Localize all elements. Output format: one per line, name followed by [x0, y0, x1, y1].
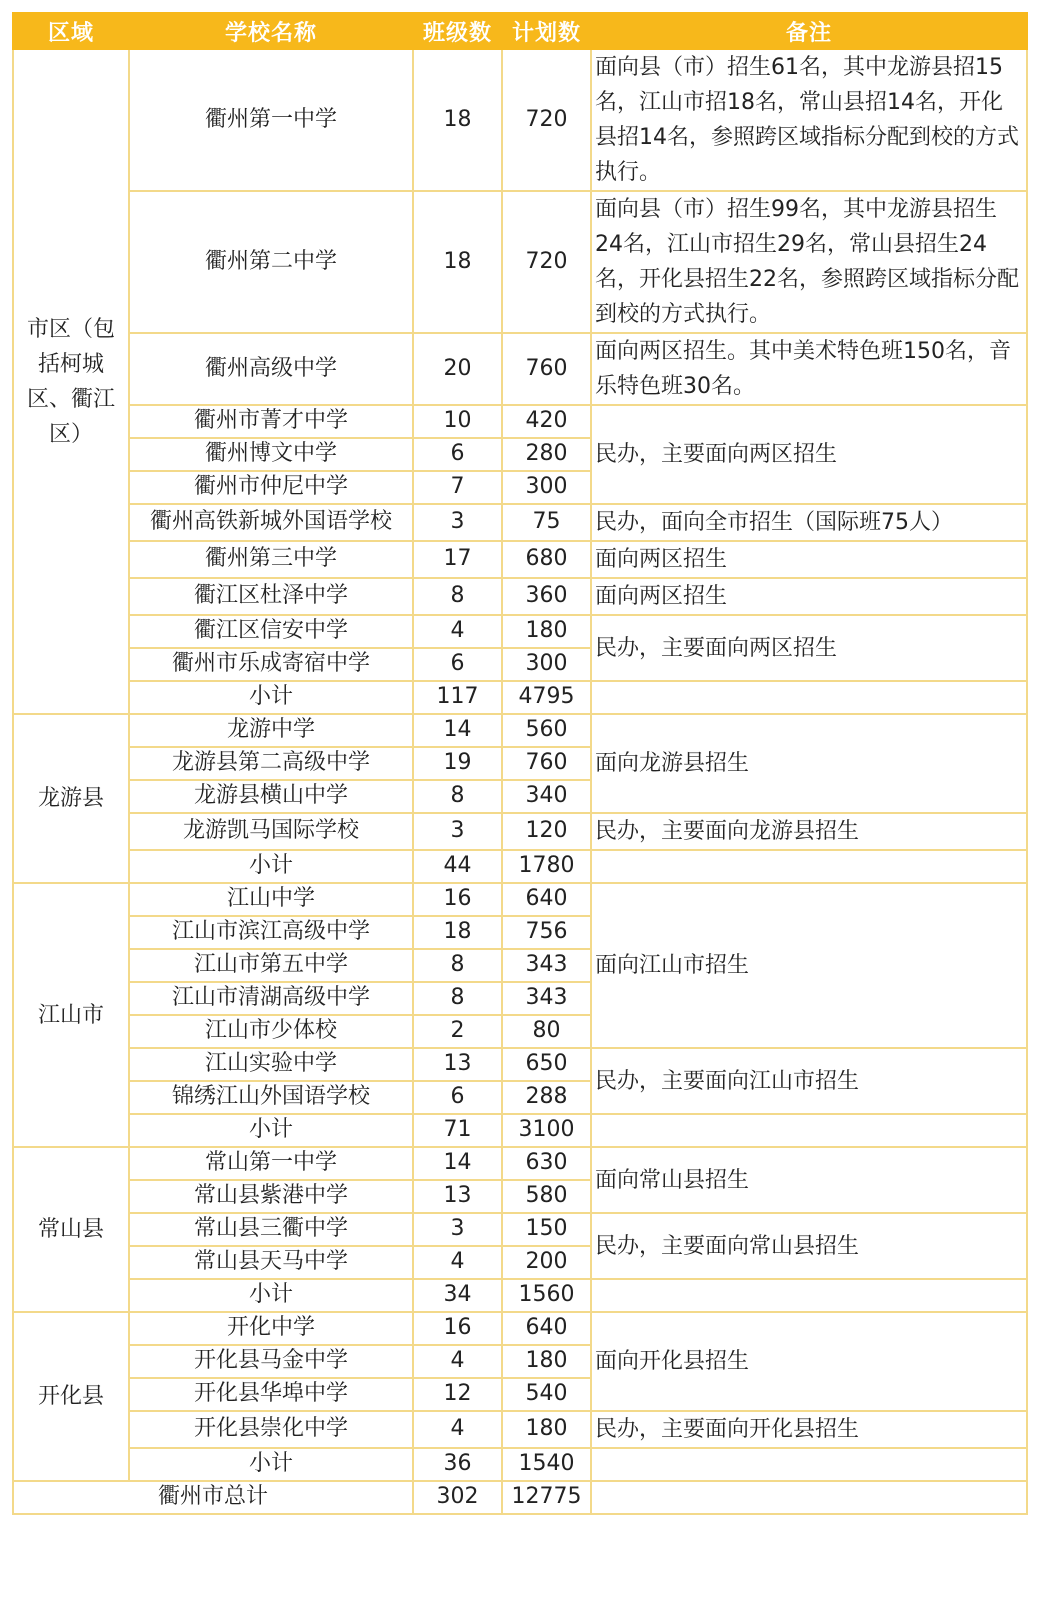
plan-count: 180	[502, 1411, 591, 1448]
table-row	[13, 615, 1027, 648]
class-count: 4	[413, 1345, 502, 1378]
subtotal-row	[13, 681, 1027, 714]
plan-count: 720	[502, 191, 591, 333]
school-name: 衢州博文中学	[129, 438, 413, 471]
plan-count: 280	[502, 438, 591, 471]
header-remarks: 备注	[591, 13, 1027, 49]
region-cell-longyou: 龙游县	[13, 714, 129, 883]
school-name: 江山市滨江高级中学	[129, 916, 413, 949]
table-row	[13, 1411, 1027, 1448]
subtotal-row	[13, 1279, 1027, 1312]
remark	[591, 850, 1027, 883]
remark: 民办，主要面向江山市招生	[591, 1048, 1027, 1114]
total-row	[13, 1481, 1027, 1514]
table-row	[13, 1213, 1027, 1246]
school-name: 常山县紫港中学	[129, 1180, 413, 1213]
plan-count: 75	[502, 504, 591, 541]
plan-count: 1540	[502, 1448, 591, 1481]
table-row	[13, 504, 1027, 541]
subtotal-row	[13, 1448, 1027, 1481]
table-row	[13, 1147, 1027, 1180]
school-name: 衢州高级中学	[129, 333, 413, 405]
plan-count: 340	[502, 780, 591, 813]
remark: 面向江山市招生	[591, 883, 1027, 1048]
plan-count: 420	[502, 405, 591, 438]
plan-count: 650	[502, 1048, 591, 1081]
school-name: 江山市少体校	[129, 1015, 413, 1048]
class-count: 6	[413, 648, 502, 681]
plan-count: 640	[502, 883, 591, 916]
subtotal-label: 小计	[129, 850, 413, 883]
region-cell-jiangshan: 江山市	[13, 883, 129, 1147]
school-name: 衢州第一中学	[129, 49, 413, 191]
table-row	[13, 883, 1027, 916]
table-row	[13, 333, 1027, 405]
plan-count: 1780	[502, 850, 591, 883]
class-count: 71	[413, 1114, 502, 1147]
class-count: 18	[413, 191, 502, 333]
school-name: 开化县华埠中学	[129, 1378, 413, 1411]
school-name: 常山第一中学	[129, 1147, 413, 1180]
plan-count: 756	[502, 916, 591, 949]
header-plan-count: 计划数	[502, 13, 591, 49]
class-count: 14	[413, 714, 502, 747]
subtotal-label: 小计	[129, 681, 413, 714]
plan-count: 180	[502, 615, 591, 648]
school-name: 衢州市仲尼中学	[129, 471, 413, 504]
school-name: 龙游凯马国际学校	[129, 813, 413, 850]
remark: 面向县（市）招生99名，其中龙游县招生24名，江山市招生29名，常山县招生24名，开化县招生22名，参照跨区域指标分配到校的方式执行。	[591, 191, 1027, 333]
class-count: 20	[413, 333, 502, 405]
class-count: 8	[413, 949, 502, 982]
table-row	[13, 1312, 1027, 1345]
class-count: 19	[413, 747, 502, 780]
class-count: 4	[413, 1411, 502, 1448]
header-row	[13, 13, 1027, 49]
table-row	[13, 578, 1027, 615]
school-name: 龙游县横山中学	[129, 780, 413, 813]
class-count: 16	[413, 883, 502, 916]
region-cell-kaihua: 开化县	[13, 1312, 129, 1481]
remark	[591, 681, 1027, 714]
class-count: 44	[413, 850, 502, 883]
plan-count: 80	[502, 1015, 591, 1048]
plan-count: 3100	[502, 1114, 591, 1147]
class-count: 36	[413, 1448, 502, 1481]
subtotal-label: 小计	[129, 1448, 413, 1481]
plan-count: 680	[502, 541, 591, 578]
class-count: 6	[413, 438, 502, 471]
plan-count: 720	[502, 49, 591, 191]
class-count: 117	[413, 681, 502, 714]
class-count: 8	[413, 578, 502, 615]
school-name: 开化县马金中学	[129, 1345, 413, 1378]
table-row	[13, 541, 1027, 578]
class-count: 8	[413, 780, 502, 813]
table-row	[13, 49, 1027, 191]
plan-count: 200	[502, 1246, 591, 1279]
school-name: 江山市第五中学	[129, 949, 413, 982]
header-school-name: 学校名称	[129, 13, 413, 49]
class-count: 14	[413, 1147, 502, 1180]
remark: 面向两区招生	[591, 578, 1027, 615]
remark: 面向两区招生。其中美术特色班150名，音乐特色班30名。	[591, 333, 1027, 405]
class-count: 18	[413, 49, 502, 191]
total-label: 衢州市总计	[13, 1481, 413, 1514]
plan-count: 4795	[502, 681, 591, 714]
total-plan-count: 12775	[502, 1481, 591, 1514]
subtotal-label: 小计	[129, 1279, 413, 1312]
remark: 面向龙游县招生	[591, 714, 1027, 813]
school-name: 江山中学	[129, 883, 413, 916]
table-row	[13, 191, 1027, 333]
school-name: 衢江区杜泽中学	[129, 578, 413, 615]
plan-count: 120	[502, 813, 591, 850]
plan-count: 288	[502, 1081, 591, 1114]
remark: 民办，主要面向龙游县招生	[591, 813, 1027, 850]
school-name: 江山实验中学	[129, 1048, 413, 1081]
remark: 民办，主要面向开化县招生	[591, 1411, 1027, 1448]
remark	[591, 1279, 1027, 1312]
plan-count: 760	[502, 747, 591, 780]
class-count: 7	[413, 471, 502, 504]
subtotal-label: 小计	[129, 1114, 413, 1147]
class-count: 10	[413, 405, 502, 438]
plan-count: 300	[502, 648, 591, 681]
class-count: 3	[413, 1213, 502, 1246]
plan-count: 180	[502, 1345, 591, 1378]
remark	[591, 1114, 1027, 1147]
plan-count: 343	[502, 949, 591, 982]
class-count: 2	[413, 1015, 502, 1048]
plan-count: 343	[502, 982, 591, 1015]
school-name: 衢州第三中学	[129, 541, 413, 578]
school-name: 龙游中学	[129, 714, 413, 747]
total-remark	[591, 1481, 1027, 1514]
school-name: 衢州市乐成寄宿中学	[129, 648, 413, 681]
total-class-count: 302	[413, 1481, 502, 1514]
subtotal-row	[13, 1114, 1027, 1147]
school-name: 衢州市菁才中学	[129, 405, 413, 438]
remark: 面向县（市）招生61名，其中龙游县招15名，江山市招18名，常山县招14名，开化县招14名，参照跨区域指标分配到校的方式执行。	[591, 49, 1027, 191]
class-count: 16	[413, 1312, 502, 1345]
plan-count: 760	[502, 333, 591, 405]
class-count: 8	[413, 982, 502, 1015]
class-count: 3	[413, 504, 502, 541]
header-class-count: 班级数	[413, 13, 502, 49]
school-name: 开化中学	[129, 1312, 413, 1345]
subtotal-row	[13, 850, 1027, 883]
school-name: 锦绣江山外国语学校	[129, 1081, 413, 1114]
class-count: 17	[413, 541, 502, 578]
school-name: 衢州第二中学	[129, 191, 413, 333]
remark	[591, 1448, 1027, 1481]
class-count: 18	[413, 916, 502, 949]
class-count: 13	[413, 1180, 502, 1213]
table-row	[13, 714, 1027, 747]
class-count: 34	[413, 1279, 502, 1312]
plan-count: 150	[502, 1213, 591, 1246]
remark: 民办，主要面向两区招生	[591, 615, 1027, 681]
school-name: 常山县三衢中学	[129, 1213, 413, 1246]
plan-count: 580	[502, 1180, 591, 1213]
table-row	[13, 405, 1027, 438]
remark: 面向开化县招生	[591, 1312, 1027, 1411]
plan-count: 360	[502, 578, 591, 615]
school-name: 衢江区信安中学	[129, 615, 413, 648]
plan-count: 630	[502, 1147, 591, 1180]
remark: 民办，面向全市招生（国际班75人）	[591, 504, 1027, 541]
school-name: 衢州高铁新城外国语学校	[129, 504, 413, 541]
school-name: 龙游县第二高级中学	[129, 747, 413, 780]
remark: 面向常山县招生	[591, 1147, 1027, 1213]
class-count: 4	[413, 1246, 502, 1279]
class-count: 12	[413, 1378, 502, 1411]
remark: 民办，主要面向两区招生	[591, 405, 1027, 504]
table-row	[13, 1048, 1027, 1081]
class-count: 13	[413, 1048, 502, 1081]
plan-count: 560	[502, 714, 591, 747]
class-count: 3	[413, 813, 502, 850]
plan-count: 540	[502, 1378, 591, 1411]
remark: 面向两区招生	[591, 541, 1027, 578]
remark: 民办，主要面向常山县招生	[591, 1213, 1027, 1279]
school-name: 开化县崇化中学	[129, 1411, 413, 1448]
header-region: 区域	[13, 13, 129, 49]
region-cell-changshan: 常山县	[13, 1147, 129, 1312]
class-count: 6	[413, 1081, 502, 1114]
plan-count: 1560	[502, 1279, 591, 1312]
table-row	[13, 813, 1027, 850]
school-name: 常山县天马中学	[129, 1246, 413, 1279]
region-cell-shiqu: 市区（包括柯城区、衢江区）	[13, 49, 129, 714]
enrollment-plan-table	[12, 12, 1028, 1515]
plan-count: 300	[502, 471, 591, 504]
school-name: 江山市清湖高级中学	[129, 982, 413, 1015]
plan-count: 640	[502, 1312, 591, 1345]
class-count: 4	[413, 615, 502, 648]
